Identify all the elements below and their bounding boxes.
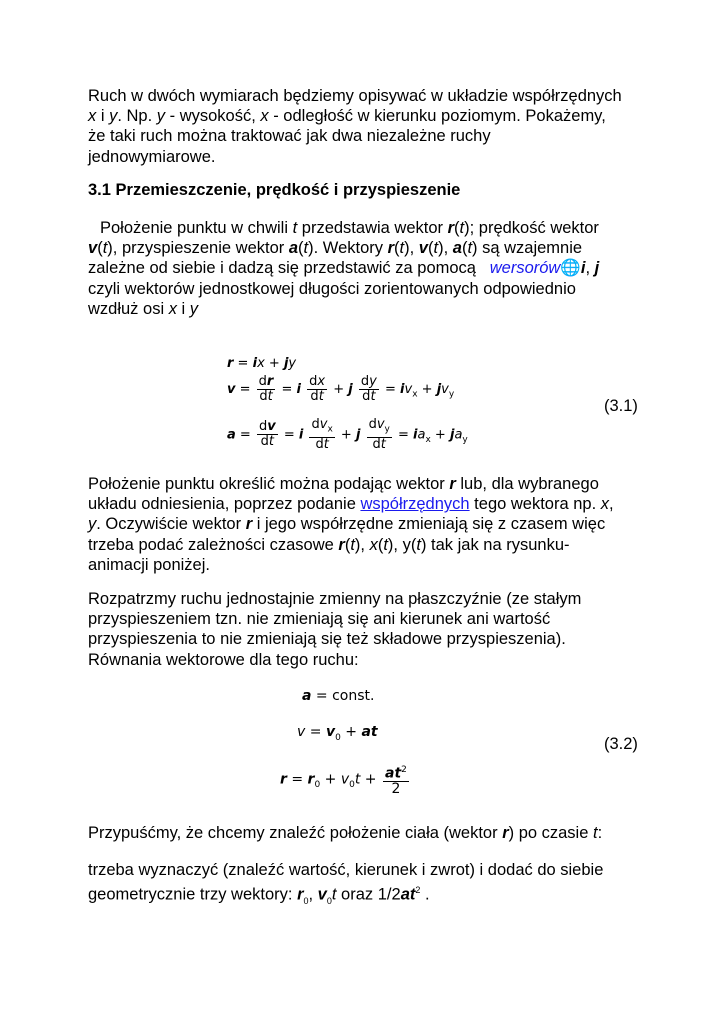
eq-v-line: v = $\frac{dr}{dt}$ = i $\frac{dx}{dt}$ + j $\frac{dy}{dt}$ = $iv_x + jv_y$	[227, 374, 455, 404]
position-line-2: v(t), przyspieszenie wektor a(t). Wektory r(t), v(t), a(t) są wzajemnie	[88, 239, 583, 258]
eq-velocity-line: $v = v_0$ + at	[297, 724, 378, 743]
intro-paragraph	[88, 86, 648, 167]
uniform-line-3: przyspieszenia to nie zmieniają się też składowe przyspieszenia).	[88, 630, 566, 649]
coord-line-2: układu odniesienia, poprzez podanie współrzędnych tego wektora np. x,	[88, 495, 614, 514]
suppose-paragraph: Przypuśćmy, że chcemy znaleźć położenie ciała (wektor r) po czasie t:	[88, 824, 603, 842]
eq-position-line: $r = r_0 + v_0t$ + $\frac{at^2}{2}$	[280, 765, 407, 797]
coordinates-paragraph	[88, 474, 648, 575]
eq-a-line: a = $\frac{dv}{dt}$ = i $\frac{dv_x}{dt}$ + j $\frac{dv_y}{dt}$ = $ia_x + ja_y$	[227, 417, 468, 452]
intro-line-4: jednowymiarowe.	[88, 147, 216, 166]
coord-line-5: animacji poniżej.	[88, 555, 210, 574]
coord-line-3: y. Oczywiście wektor r i jego współrzędne zmieniają się z czasem więc	[88, 515, 606, 534]
wersory-link[interactable]: wersorów	[489, 259, 561, 278]
eq-const-line: a = const.	[302, 688, 375, 704]
uniform-motion-paragraph	[88, 589, 648, 670]
equation-number-3-1: (3.1)	[604, 397, 638, 415]
uniform-line-1: Rozpatrzmy ruchu jednostajnie zmienny na płaszczyźnie (ze stałym	[88, 590, 582, 608]
coord-line-4: trzeba podać zależności czasowe r(t), x(t), y(t) tak jak na rysunku-	[88, 535, 570, 554]
coord-line-1: Położenie punktu określić można podając wektor r lub, dla wybranego	[88, 475, 599, 493]
uniform-line-2: przyspieszeniem tzn. nie zmieniają się ani kierunek ani wartość	[88, 610, 551, 629]
vector-line-1: trzeba wyznaczyć (znaleźć wartość, kierunek i zwrot) i dodać do siebie	[88, 861, 604, 879]
position-line-3: zależne od siebie i dadzą się przedstawić za pomocą wersorów🌐i, j	[88, 259, 600, 278]
eq-r-line: r = ix + jy	[227, 356, 297, 371]
vector-sum-paragraph	[88, 860, 648, 911]
position-paragraph	[88, 218, 648, 319]
position-line-5: wzdłuż osi x i y	[88, 299, 199, 318]
uniform-line-4: Równania wektorowe dla tego ruchu:	[88, 650, 359, 669]
intro-line-3: że taki ruch można traktować jak dwa niezależne ruchy	[88, 127, 491, 146]
position-line-1: Położenie punktu w chwili t przedstawia wektor r(t); prędkość wektor	[100, 219, 599, 237]
globe-icon[interactable]: 🌐	[560, 259, 581, 278]
intro-line-2: x i y. Np. y - wysokość, x - odległość w kierunku poziomym. Pokażemy,	[88, 107, 606, 126]
wspolrzednych-link[interactable]: współrzędnych	[360, 495, 470, 514]
position-line-4: czyli wektorów jednostkowej długości zorientowanych odpowiednio	[88, 279, 576, 298]
section-heading: 3.1 Przemieszczenie, prędkość i przyspieszenie	[88, 181, 461, 199]
vector-line-2: geometrycznie trzy wektory: $r_0$, $v_0t$ oraz $1/2at^2$ .	[88, 885, 430, 906]
equation-number-3-2: (3.2)	[604, 735, 638, 753]
intro-line-1: Ruch w dwóch wymiarach będziemy opisywać w układzie współrzędnych	[88, 87, 622, 105]
